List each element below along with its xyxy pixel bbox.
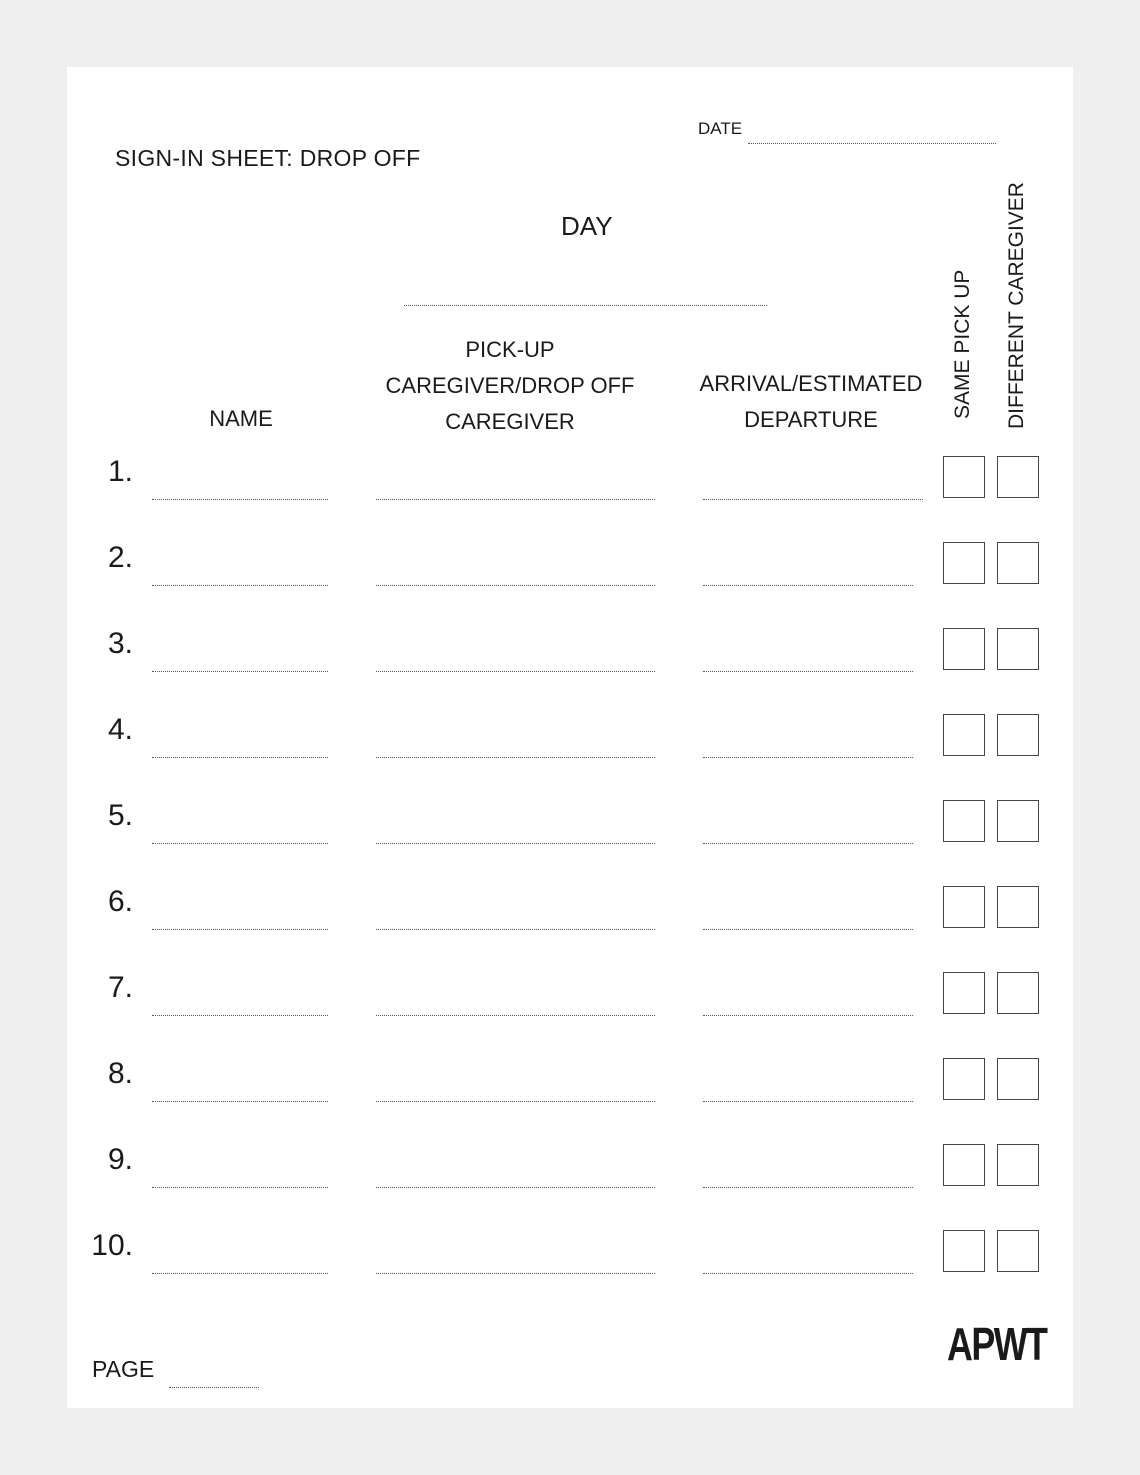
arrival-departure-field[interactable] (703, 757, 913, 758)
arrival-departure-field[interactable] (703, 1015, 913, 1016)
name-field[interactable] (152, 671, 328, 672)
day-label: DAY (561, 211, 613, 241)
arrival-departure-field[interactable] (703, 843, 913, 844)
different-caregiver-checkbox[interactable] (997, 1058, 1039, 1100)
different-caregiver-checkbox[interactable] (997, 456, 1039, 498)
name-field[interactable] (152, 499, 328, 500)
same-pickup-checkbox[interactable] (943, 628, 985, 670)
different-caregiver-checkbox[interactable] (997, 628, 1039, 670)
name-field[interactable] (152, 1101, 328, 1102)
different-caregiver-checkbox[interactable] (997, 1230, 1039, 1272)
same-pickup-checkbox[interactable] (943, 800, 985, 842)
pickup-caregiver-field[interactable] (376, 757, 655, 758)
same-pickup-checkbox[interactable] (943, 1144, 985, 1186)
pickup-caregiver-field[interactable] (376, 843, 655, 844)
row-number: 7. (107, 971, 133, 1004)
brand-logo: APWT (947, 1318, 1047, 1370)
different-caregiver-checkbox[interactable] (997, 1144, 1039, 1186)
same-pickup-checkbox[interactable] (943, 456, 985, 498)
pickup-caregiver-field[interactable] (376, 499, 655, 500)
column-header-same-pickup: SAME PICK UP (951, 269, 974, 419)
name-field[interactable] (152, 929, 328, 930)
pickup-caregiver-field[interactable] (376, 1187, 655, 1188)
same-pickup-checkbox[interactable] (943, 714, 985, 756)
arrival-departure-field[interactable] (703, 585, 913, 586)
row-number: 3. (107, 627, 133, 660)
column-header-different-caregiver: DIFFERENT CAREGIVER (1005, 182, 1028, 429)
name-field[interactable] (152, 757, 328, 758)
name-field[interactable] (152, 843, 328, 844)
arrival-departure-field[interactable] (703, 671, 913, 672)
name-field[interactable] (152, 1273, 328, 1274)
row-number: 10. (91, 1229, 133, 1262)
same-pickup-checkbox[interactable] (943, 972, 985, 1014)
pickup-caregiver-field[interactable] (376, 929, 655, 930)
same-pickup-checkbox[interactable] (943, 886, 985, 928)
different-caregiver-checkbox[interactable] (997, 542, 1039, 584)
row-number: 1. (107, 455, 133, 488)
arrival-departure-field[interactable] (703, 1273, 913, 1274)
pickup-caregiver-field[interactable] (376, 671, 655, 672)
same-pickup-checkbox[interactable] (943, 1058, 985, 1100)
different-caregiver-checkbox[interactable] (997, 800, 1039, 842)
column-header-name: NAME (209, 406, 273, 431)
pickup-caregiver-field[interactable] (376, 1015, 655, 1016)
page-label: PAGE (92, 1356, 155, 1382)
date-field[interactable] (748, 143, 996, 144)
same-pickup-checkbox[interactable] (943, 1230, 985, 1272)
row-number: 2. (107, 541, 133, 574)
pickup-caregiver-field[interactable] (376, 1273, 655, 1274)
different-caregiver-checkbox[interactable] (997, 886, 1039, 928)
name-field[interactable] (152, 585, 328, 586)
different-caregiver-checkbox[interactable] (997, 972, 1039, 1014)
arrival-departure-field[interactable] (703, 929, 913, 930)
pickup-caregiver-field[interactable] (376, 585, 655, 586)
arrival-departure-field[interactable] (703, 1187, 913, 1188)
page-number-field[interactable] (169, 1387, 259, 1388)
arrival-departure-field[interactable] (703, 499, 923, 500)
row-number: 9. (107, 1143, 133, 1176)
name-field[interactable] (152, 1187, 328, 1188)
same-pickup-checkbox[interactable] (943, 542, 985, 584)
row-number: 4. (107, 713, 133, 746)
row-number: 8. (107, 1057, 133, 1090)
sheet-title: SIGN-IN SHEET: DROP OFF (115, 145, 421, 171)
column-header-pickup-caregiver: PICK-UP CAREGIVER/DROP OFF CAREGIVER (385, 337, 635, 434)
arrival-departure-field[interactable] (703, 1101, 913, 1102)
row-number: 6. (107, 885, 133, 918)
sign-in-sheet (67, 67, 1073, 1408)
name-field[interactable] (152, 1015, 328, 1016)
day-field[interactable] (404, 305, 767, 306)
pickup-caregiver-field[interactable] (376, 1101, 655, 1102)
column-header-arrival-departure: ARRIVAL/ESTIMATED DEPARTURE (699, 371, 923, 432)
different-caregiver-checkbox[interactable] (997, 714, 1039, 756)
row-number: 5. (107, 799, 133, 832)
date-label: DATE (698, 119, 743, 138)
